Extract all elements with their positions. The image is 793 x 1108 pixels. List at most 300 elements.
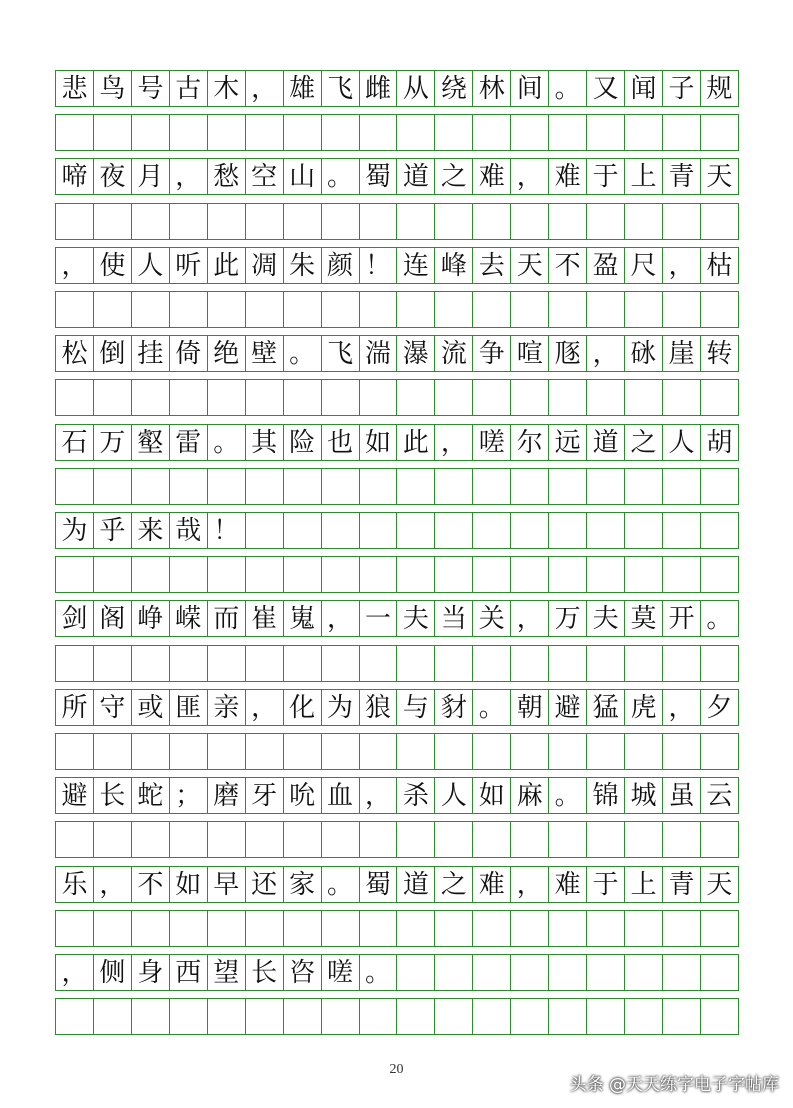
practice-cell[interactable] <box>397 115 435 150</box>
practice-cell[interactable] <box>701 999 738 1034</box>
grid-cell: 也 <box>322 425 360 460</box>
practice-cell[interactable] <box>701 115 738 150</box>
practice-cell[interactable] <box>473 822 511 857</box>
practice-cell[interactable] <box>435 204 473 239</box>
practice-cell[interactable] <box>473 292 511 327</box>
grid-cell: 来 <box>132 513 170 548</box>
practice-cell[interactable] <box>511 204 549 239</box>
practice-cell[interactable] <box>246 822 284 857</box>
practice-cell[interactable] <box>56 292 94 327</box>
practice-cell[interactable] <box>549 557 587 592</box>
grid-cell: 豺 <box>435 690 473 725</box>
practice-cell[interactable] <box>132 822 170 857</box>
grid-cell: 西 <box>170 955 208 990</box>
grid-cell: 身 <box>132 955 170 990</box>
practice-cell[interactable] <box>663 557 701 592</box>
practice-cell[interactable] <box>208 822 246 857</box>
grid-cell <box>284 513 322 548</box>
practice-cell[interactable] <box>473 557 511 592</box>
grid-cell: 。 <box>549 71 587 106</box>
grid-cell: 守 <box>94 690 132 725</box>
grid-cell: 壁 <box>246 336 284 371</box>
grid-cell: ！ <box>208 513 246 548</box>
practice-cell[interactable] <box>284 115 322 150</box>
grid-cell: 听 <box>170 248 208 283</box>
practice-cell[interactable] <box>625 380 663 415</box>
practice-cell[interactable] <box>360 292 398 327</box>
practice-cell[interactable] <box>94 557 132 592</box>
practice-cell[interactable] <box>170 204 208 239</box>
practice-cell[interactable] <box>625 115 663 150</box>
grid-cell: 嵬 <box>284 601 322 636</box>
practice-cell[interactable] <box>360 380 398 415</box>
practice-cell[interactable] <box>473 469 511 504</box>
practice-cell[interactable] <box>56 115 94 150</box>
practice-cell[interactable] <box>246 469 284 504</box>
practice-cell[interactable] <box>360 115 398 150</box>
grid-cell: 化 <box>284 690 322 725</box>
practice-cell[interactable] <box>701 292 738 327</box>
practice-cell[interactable] <box>56 469 94 504</box>
practice-cell[interactable] <box>170 822 208 857</box>
practice-cell[interactable] <box>208 204 246 239</box>
practice-cell[interactable] <box>56 734 94 769</box>
practice-cell[interactable] <box>94 469 132 504</box>
practice-cell[interactable] <box>246 115 284 150</box>
practice-cell[interactable] <box>284 380 322 415</box>
grid-cell: 长 <box>94 778 132 813</box>
practice-cell[interactable] <box>587 822 625 857</box>
grid-cell: 使 <box>94 248 132 283</box>
practice-cell[interactable] <box>208 469 246 504</box>
practice-cell[interactable] <box>549 822 587 857</box>
practice-cell[interactable] <box>360 911 398 946</box>
grid-cell <box>397 513 435 548</box>
practice-row <box>55 821 739 858</box>
practice-cell[interactable] <box>246 557 284 592</box>
grid-cell: 连 <box>397 248 435 283</box>
grid-cell: 早 <box>208 867 246 902</box>
practice-cell[interactable] <box>360 822 398 857</box>
practice-row <box>55 910 739 947</box>
practice-cell[interactable] <box>549 999 587 1034</box>
practice-cell[interactable] <box>56 911 94 946</box>
practice-cell[interactable] <box>246 911 284 946</box>
practice-cell[interactable] <box>625 822 663 857</box>
practice-cell[interactable] <box>625 646 663 681</box>
practice-cell[interactable] <box>511 911 549 946</box>
practice-cell[interactable] <box>246 646 284 681</box>
practice-cell[interactable] <box>587 469 625 504</box>
practice-cell[interactable] <box>473 115 511 150</box>
practice-cell[interactable] <box>284 557 322 592</box>
practice-cell[interactable] <box>170 646 208 681</box>
practice-cell[interactable] <box>587 734 625 769</box>
practice-row <box>55 114 739 151</box>
practice-cell[interactable] <box>322 822 360 857</box>
practice-cell[interactable] <box>284 646 322 681</box>
grid-cell: 崔 <box>246 601 284 636</box>
practice-cell[interactable] <box>170 557 208 592</box>
grid-cell: ， <box>94 867 132 902</box>
practice-cell[interactable] <box>663 292 701 327</box>
practice-cell[interactable] <box>322 115 360 150</box>
practice-cell[interactable] <box>435 469 473 504</box>
practice-cell[interactable] <box>208 115 246 150</box>
practice-cell[interactable] <box>435 557 473 592</box>
practice-cell[interactable] <box>397 734 435 769</box>
grid-cell: 夜 <box>94 159 132 194</box>
practice-cell[interactable] <box>435 646 473 681</box>
grid-cell: 月 <box>132 159 170 194</box>
practice-row <box>55 998 739 1035</box>
grid-cell: ， <box>56 955 94 990</box>
page-number: 20 <box>389 1062 404 1077</box>
text-row <box>55 689 739 726</box>
practice-cell[interactable] <box>473 999 511 1034</box>
practice-cell[interactable] <box>170 911 208 946</box>
grid-cell: 挂 <box>132 336 170 371</box>
practice-cell[interactable] <box>701 557 738 592</box>
practice-cell[interactable] <box>208 734 246 769</box>
grid-cell: 嗟 <box>473 425 511 460</box>
grid-cell: ， <box>663 690 701 725</box>
practice-cell[interactable] <box>360 557 398 592</box>
grid-cell <box>246 513 284 548</box>
text-row <box>55 424 739 461</box>
grid-cell: 枯 <box>706 250 733 281</box>
practice-cell[interactable] <box>625 292 663 327</box>
grid-cell: 哉 <box>170 513 208 548</box>
practice-cell[interactable] <box>94 204 132 239</box>
practice-cell[interactable] <box>701 380 738 415</box>
practice-cell[interactable] <box>208 380 246 415</box>
practice-cell[interactable] <box>435 734 473 769</box>
grid-cell: ， <box>246 71 284 106</box>
grid-cell <box>625 513 663 548</box>
practice-cell[interactable] <box>246 380 284 415</box>
practice-cell[interactable] <box>397 292 435 327</box>
grid-cell: 嗟 <box>322 955 360 990</box>
practice-cell[interactable] <box>94 292 132 327</box>
practice-cell[interactable] <box>663 469 701 504</box>
practice-cell[interactable] <box>246 204 284 239</box>
practice-cell[interactable] <box>56 822 94 857</box>
grid-cell: 乎 <box>94 513 132 548</box>
practice-cell[interactable] <box>397 557 435 592</box>
practice-cell[interactable] <box>587 911 625 946</box>
practice-cell[interactable] <box>246 999 284 1034</box>
practice-cell[interactable] <box>208 911 246 946</box>
grid-cell: 杀 <box>397 778 435 813</box>
practice-cell[interactable] <box>663 204 701 239</box>
grid-cell: 豗 <box>549 336 587 371</box>
watermark: 头条 @天天练字电子字帖库 <box>569 1075 779 1095</box>
grid-cell: 天 <box>511 248 549 283</box>
practice-cell[interactable] <box>284 469 322 504</box>
practice-cell[interactable] <box>132 115 170 150</box>
practice-cell[interactable] <box>284 734 322 769</box>
practice-cell[interactable] <box>435 115 473 150</box>
practice-cell[interactable] <box>625 557 663 592</box>
grid-cell: 雌 <box>360 71 398 106</box>
practice-cell[interactable] <box>397 469 435 504</box>
practice-cell[interactable] <box>397 380 435 415</box>
practice-cell[interactable] <box>322 380 360 415</box>
practice-cell[interactable] <box>132 999 170 1034</box>
grid-cell: 猛 <box>587 690 625 725</box>
practice-cell[interactable] <box>170 380 208 415</box>
practice-cell[interactable] <box>625 469 663 504</box>
grid-cell: 夫 <box>397 601 435 636</box>
grid-cell: 道 <box>397 159 435 194</box>
grid-cell <box>549 955 587 990</box>
practice-cell[interactable] <box>397 204 435 239</box>
grid-cell: 木 <box>208 71 246 106</box>
grid-cell: ， <box>511 867 549 902</box>
grid-cell <box>663 513 701 548</box>
practice-cell[interactable] <box>511 115 549 150</box>
practice-cell[interactable] <box>170 115 208 150</box>
practice-cell[interactable] <box>322 469 360 504</box>
practice-cell[interactable] <box>322 911 360 946</box>
practice-cell[interactable] <box>208 999 246 1034</box>
grid-cell: 青 <box>663 867 701 902</box>
grid-cell <box>511 955 549 990</box>
practice-cell[interactable] <box>701 822 738 857</box>
practice-cell[interactable] <box>473 380 511 415</box>
practice-cell[interactable] <box>511 822 549 857</box>
practice-cell[interactable] <box>94 822 132 857</box>
practice-cell[interactable] <box>511 734 549 769</box>
practice-cell[interactable] <box>284 204 322 239</box>
grid-cell: 尔 <box>511 425 549 460</box>
practice-cell[interactable] <box>284 911 322 946</box>
grid-cell: 其 <box>246 425 284 460</box>
grid-cell: 亲 <box>208 690 246 725</box>
practice-cell[interactable] <box>56 557 94 592</box>
practice-cell[interactable] <box>663 646 701 681</box>
grid-cell: 规 <box>706 73 733 104</box>
practice-cell[interactable] <box>284 999 322 1034</box>
practice-cell[interactable] <box>208 646 246 681</box>
practice-cell[interactable] <box>132 911 170 946</box>
practice-cell[interactable] <box>435 380 473 415</box>
practice-cell[interactable] <box>56 380 94 415</box>
grid-cell: 峥 <box>132 601 170 636</box>
practice-cell[interactable] <box>435 911 473 946</box>
grid-cell: 雄 <box>284 71 322 106</box>
grid-cell: 朝 <box>511 690 549 725</box>
practice-cell[interactable] <box>360 999 398 1034</box>
practice-cell[interactable] <box>132 469 170 504</box>
practice-cell[interactable] <box>132 557 170 592</box>
practice-cell[interactable] <box>511 292 549 327</box>
practice-cell[interactable] <box>94 734 132 769</box>
grid-cell: 转 <box>706 338 733 369</box>
practice-cell[interactable] <box>663 822 701 857</box>
practice-cell[interactable] <box>587 115 625 150</box>
grid-cell: 愁 <box>208 159 246 194</box>
practice-cell[interactable] <box>701 911 738 946</box>
grid-cell: 倚 <box>170 336 208 371</box>
practice-cell[interactable] <box>246 292 284 327</box>
practice-cell[interactable] <box>170 469 208 504</box>
grid-cell: 云 <box>706 780 733 811</box>
practice-cell[interactable] <box>663 999 701 1034</box>
practice-cell[interactable] <box>511 557 549 592</box>
grid-cell: 。 <box>208 425 246 460</box>
grid-cell: 人 <box>132 248 170 283</box>
practice-cell[interactable] <box>397 999 435 1034</box>
practice-cell[interactable] <box>94 115 132 150</box>
practice-cell[interactable] <box>587 999 625 1034</box>
practice-cell[interactable] <box>511 469 549 504</box>
grid-cell: 上 <box>625 867 663 902</box>
practice-cell[interactable] <box>473 646 511 681</box>
grid-cell: 绝 <box>208 336 246 371</box>
grid-cell <box>360 513 398 548</box>
practice-cell[interactable] <box>170 999 208 1034</box>
practice-cell[interactable] <box>435 292 473 327</box>
practice-cell[interactable] <box>625 999 663 1034</box>
practice-cell[interactable] <box>284 292 322 327</box>
grid-cell: 阁 <box>94 601 132 636</box>
grid-cell: 绕 <box>435 71 473 106</box>
practice-cell[interactable] <box>360 469 398 504</box>
practice-cell[interactable] <box>435 999 473 1034</box>
practice-cell[interactable] <box>587 204 625 239</box>
text-row <box>55 866 739 903</box>
practice-cell[interactable] <box>132 380 170 415</box>
practice-cell[interactable] <box>94 380 132 415</box>
grid-cell: 夫 <box>587 601 625 636</box>
grid-cell: 如 <box>360 425 398 460</box>
practice-cell[interactable] <box>284 822 322 857</box>
practice-cell[interactable] <box>246 734 284 769</box>
grid-cell: 凋 <box>246 248 284 283</box>
grid-cell: 莫 <box>625 601 663 636</box>
grid-cell: ； <box>170 778 208 813</box>
practice-cell[interactable] <box>56 646 94 681</box>
practice-cell[interactable] <box>549 469 587 504</box>
practice-cell[interactable] <box>701 469 738 504</box>
practice-cell[interactable] <box>322 999 360 1034</box>
practice-cell[interactable] <box>360 646 398 681</box>
grid-cell: 狼 <box>360 690 398 725</box>
practice-cell[interactable] <box>435 822 473 857</box>
practice-cell[interactable] <box>360 204 398 239</box>
practice-cell[interactable] <box>56 204 94 239</box>
practice-cell[interactable] <box>663 115 701 150</box>
grid-cell: 盈 <box>587 248 625 283</box>
practice-cell[interactable] <box>587 292 625 327</box>
grid-cell: 此 <box>397 425 435 460</box>
practice-cell[interactable] <box>663 911 701 946</box>
grid-cell: 山 <box>284 159 322 194</box>
grid-cell: 锦 <box>587 778 625 813</box>
grid-cell: 嵘 <box>170 601 208 636</box>
grid-cell <box>701 955 738 990</box>
grid-cell: 湍 <box>360 336 398 371</box>
grid-cell: ， <box>322 601 360 636</box>
practice-cell[interactable] <box>322 734 360 769</box>
practice-cell[interactable] <box>322 204 360 239</box>
practice-cell[interactable] <box>322 557 360 592</box>
practice-cell[interactable] <box>473 734 511 769</box>
practice-cell[interactable] <box>397 646 435 681</box>
practice-cell[interactable] <box>360 734 398 769</box>
practice-cell[interactable] <box>625 734 663 769</box>
grid-cell: 而 <box>208 601 246 636</box>
practice-cell[interactable] <box>170 292 208 327</box>
practice-cell[interactable] <box>132 204 170 239</box>
practice-row <box>55 733 739 770</box>
practice-cell[interactable] <box>208 557 246 592</box>
grid-cell: 为 <box>56 513 94 548</box>
practice-cell[interactable] <box>170 734 208 769</box>
grid-cell: 不 <box>549 248 587 283</box>
practice-cell[interactable] <box>56 999 94 1034</box>
practice-cell[interactable] <box>587 380 625 415</box>
practice-cell[interactable] <box>511 380 549 415</box>
grid-cell: 望 <box>208 955 246 990</box>
practice-cell[interactable] <box>397 822 435 857</box>
practice-cell[interactable] <box>511 999 549 1034</box>
grid-cell: 古 <box>170 71 208 106</box>
practice-cell[interactable] <box>549 115 587 150</box>
practice-cell[interactable] <box>701 204 738 239</box>
grid-cell: 难 <box>473 867 511 902</box>
practice-cell[interactable] <box>701 646 738 681</box>
text-row <box>55 954 739 991</box>
grid-cell: 侧 <box>94 955 132 990</box>
practice-cell[interactable] <box>94 646 132 681</box>
practice-cell[interactable] <box>473 911 511 946</box>
practice-cell[interactable] <box>549 292 587 327</box>
grid-cell: 峰 <box>435 248 473 283</box>
practice-cell[interactable] <box>549 646 587 681</box>
grid-cell: 间 <box>511 71 549 106</box>
practice-cell[interactable] <box>549 734 587 769</box>
practice-cell[interactable] <box>663 380 701 415</box>
practice-cell[interactable] <box>132 292 170 327</box>
practice-cell[interactable] <box>94 999 132 1034</box>
practice-cell[interactable] <box>625 204 663 239</box>
grid-cell: 牙 <box>246 778 284 813</box>
practice-cell[interactable] <box>132 646 170 681</box>
practice-cell[interactable] <box>511 646 549 681</box>
practice-cell[interactable] <box>549 204 587 239</box>
practice-cell[interactable] <box>587 646 625 681</box>
practice-cell[interactable] <box>663 734 701 769</box>
practice-cell[interactable] <box>549 380 587 415</box>
practice-cell[interactable] <box>701 734 738 769</box>
practice-cell[interactable] <box>473 204 511 239</box>
practice-cell[interactable] <box>322 292 360 327</box>
text-row <box>55 777 739 814</box>
practice-cell[interactable] <box>208 292 246 327</box>
practice-cell[interactable] <box>94 911 132 946</box>
practice-cell[interactable] <box>587 557 625 592</box>
practice-cell[interactable] <box>549 911 587 946</box>
practice-cell[interactable] <box>397 911 435 946</box>
grid-cell: 雷 <box>170 425 208 460</box>
practice-cell[interactable] <box>625 911 663 946</box>
grid-cell: ， <box>246 690 284 725</box>
practice-cell[interactable] <box>322 646 360 681</box>
practice-cell[interactable] <box>132 734 170 769</box>
